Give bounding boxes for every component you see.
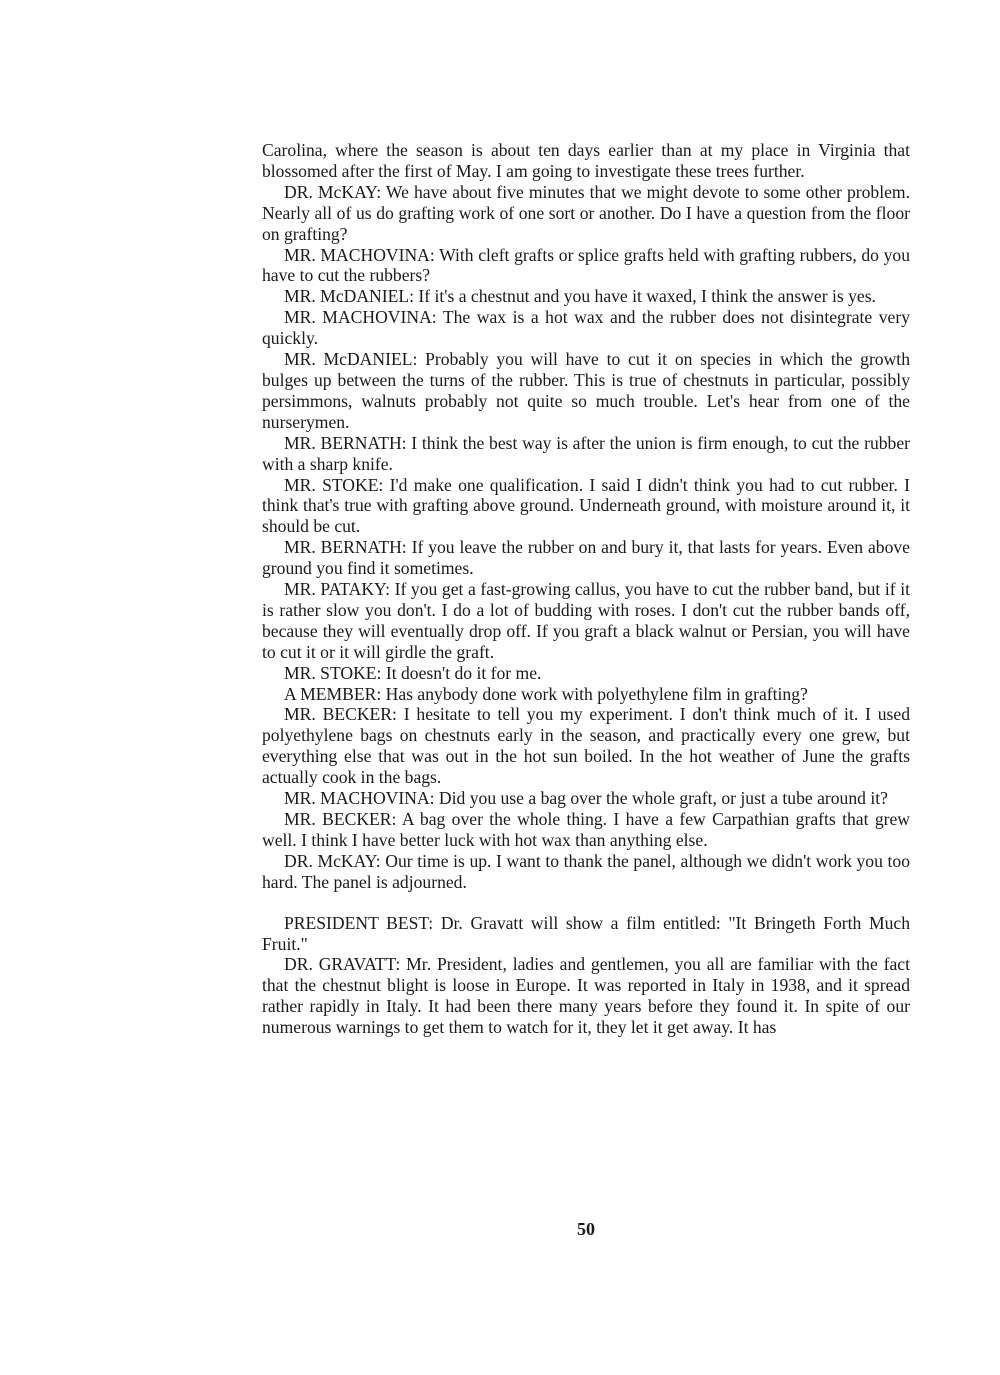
paragraph-becker-2: MR. BECKER: A bag over the whole thing. I have a few Carpathian grafts that grew well. I think I have better luck with hot wax than anything else. (262, 809, 910, 850)
paragraph-machovina-3: MR. MACHOVINA: Did you use a bag over the whole graft, or just a tube around it? (284, 788, 888, 809)
paragraph-bernath-2: MR. BERNATH: If you leave the rubber on and bury it, that lasts for years. Even above ground you find it sometimes. (262, 537, 910, 579)
paragraph-bernath-1: MR. BERNATH: I think the best way is after the union is firm enough, to cut the rubber with a sharp knife. (262, 432, 910, 474)
body-text (262, 140, 910, 1038)
paragraph-mckay-question: DR. McKAY: We have about five minutes that we might devote to some other problem. Nearly all of us do grafting work of one sort or another. Do I have a question from the floor on grafting? (262, 181, 910, 244)
paragraph-becker-1: MR. BECKER: I hesitate to tell you my experiment. I don't think much of it. I used polyethylene bags on chestnuts early in the season, and practically every one grew, but everything else that was out in the hot sun boiled. In the hot weather of June the grafts actually cook in the bags. (262, 704, 910, 788)
paragraph-mcdaniel-1: MR. McDANIEL: If it's a chestnut and you have it waxed, I think the answer is yes. (284, 286, 876, 307)
paragraph-gravatt: DR. GRAVATT: Mr. President, ladies and gentlemen, you all are familiar with the fact that the chestnut blight is loose in Europe. It was reported in Italy in 1938, and it spread rather rapidly in Italy. It had been there many years before they found it. In spite of our numerous warnings to get them to watch for it, they let it get away. It has (262, 954, 910, 1038)
paragraph-president-best: PRESIDENT BEST: Dr. Gravatt will show a film entitled: "It Bringeth Forth Much Fruit." (262, 912, 910, 954)
paragraph-stoke-1: MR. STOKE: I'd make one qualification. I said I didn't think you had to cut rubber. I think that's true with grafting above ground. Underneath ground, with moisture around it, it should be cut. (262, 474, 910, 537)
paragraph-pataky: MR. PATAKY: If you get a fast-growing callus, you have to cut the rubber band, but if it is rather slow you don't. I do a lot of budding with roses. I don't cut the rubber bands off, because they will eventually drop off. If you graft a black walnut or Persian, you will have to cut it or it will girdle the graft. (262, 579, 910, 662)
paragraph-continuation: Carolina, where the season is about ten days earlier than at my place in Virginia that blossomed after the first of May. I am going to investigate these trees further. (262, 140, 910, 181)
paragraph-machovina-1: MR. MACHOVINA: With cleft grafts or splice grafts held with grafting rubbers, do you have to cut the rubbers? (262, 244, 910, 286)
paragraph-mcdaniel-2: MR. McDANIEL: Probably you will have to cut it on species in which the growth bulges up between the turns of the rubber. This is true of chestnuts in particular, possibly persimmons, walnuts probably not quite so much trouble. Let's hear from one of the nurserymen. (262, 349, 910, 432)
paragraph-member: A MEMBER: Has anybody done work with polyethylene film in grafting? (284, 683, 808, 704)
paragraph-machovina-2: MR. MACHOVINA: The wax is a hot wax and the rubber does not disintegrate very quickly. (262, 307, 910, 349)
paragraph-stoke-2: MR. STOKE: It doesn't do it for me. (284, 662, 542, 683)
page-number: 50 (577, 1219, 595, 1239)
paragraph-mckay-adjourn: DR. McKAY: Our time is up. I want to thank the panel, although we didn't work you too hard. The panel is adjourned. (262, 850, 910, 892)
